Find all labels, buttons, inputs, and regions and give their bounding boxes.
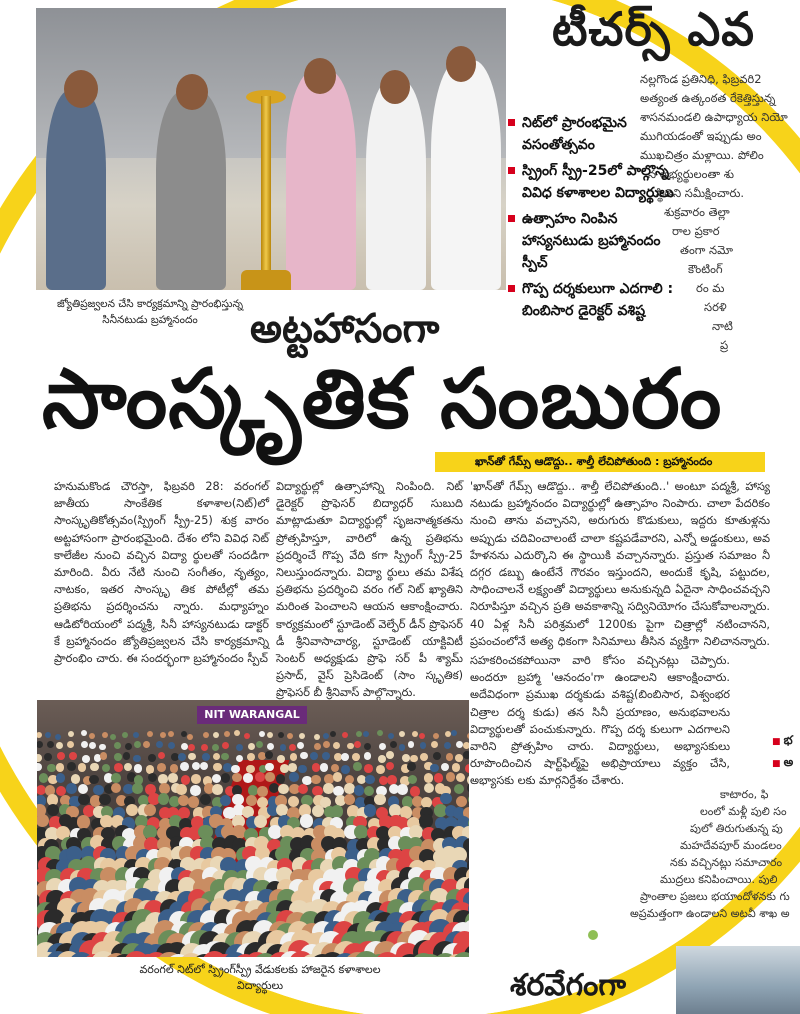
photo1-caption: జ్యోతిప్రజ్వలన చేసి కార్యక్రమాన్ని ప్రారంభిస్తున్న సినీనటుడు బ్రహ్మానందం <box>56 298 244 326</box>
highlight-bullets <box>508 112 688 326</box>
bullet-item: ఉత్సాహం నింపిన హాస్యనటుడు బ్రహ్మానందం స్పీచ్ <box>508 208 688 274</box>
lamp-lighting-photo <box>36 8 506 290</box>
right-story-line: న అభ్యర్థులంతా శు <box>648 167 735 181</box>
quote-bar: ఖాన్‌తో గేమ్స్ ఆడొద్దు.. శాల్తీ లేచిపోతుంది : బ్రహ్మానందం <box>435 452 765 472</box>
main-headline: సాంస్కృతిక సంబురం <box>42 352 723 447</box>
bottom-story-headline: శరవేగంగా <box>510 968 626 1003</box>
decorative-dot <box>588 930 598 940</box>
right-story-line: నాటి <box>712 319 733 333</box>
right-story-line: ముగియడంతో ఇప్పుడు అం <box>640 129 762 143</box>
right-story-headline: టీచర్స్ ఎవ <box>552 2 755 56</box>
bottom-right-line: పులో తిరుగుతున్న పు <box>690 822 783 835</box>
right-story-line: ముఖచిత్రం మళ్లాయి. పోలిం <box>640 148 764 162</box>
crowd-photo <box>37 700 469 957</box>
bullet-item: గొప్ప దర్శకులుగా ఎదగాలి : బింబిసార డైరెక్టర్ వశిష్ట <box>508 278 688 322</box>
bottom-right-line: మహదేవపూర్ మండలం <box>680 839 782 852</box>
bullet-item: స్ప్రింగ్ స్ప్రీ-25లో పాల్గొన్న వివిధ కళాశాలల విద్యార్థులు <box>508 160 688 204</box>
bullet-item: నిట్‌లో ప్రారంభమైన వసంతోత్సవం <box>508 112 688 156</box>
bottom-story-photo <box>676 946 800 1014</box>
bottom-right-line: ప్రాంతాల ప్రజలు భయాందోళనకు గు <box>640 890 790 903</box>
bottom-right-line: ముద్రలు కనిపించాయి. పులి <box>660 873 778 886</box>
bottom-right-bullets: ■ భ ■ అ <box>772 730 793 774</box>
right-story-line: తంగా నమో <box>680 243 733 257</box>
photo2-caption: వరంగల్ నిట్‌లో స్ప్రింగ్‌స్ప్రీ వేడుకలకు హాజరైన కళాశాలల విద్యార్థులు <box>139 963 381 992</box>
right-story-line: నల్లగొండ ప్రతినిధి, ఫిబ్రవరి2 <box>640 72 762 86</box>
bottom-right-story-text <box>630 786 800 922</box>
right-story-line: రాల ప్రకార <box>672 224 720 238</box>
bottom-right-line: నకు వచ్చినట్లు సమాచారం <box>670 856 783 869</box>
article-column-3: 'ఖాన్‌తో గేమ్స్ ఆడొద్దు.. శాల్తీ లేచిపోతుంది..' అంటూ పద్మశ్రీ, హాస్య నటుడు బ్రహ్మానందం విద్యార్థుల్లో ఉత్సాహం నింపారు. చాలా పేదరికం నుంచి తాను వచ్చానని, అరుగురు కొడుకులు, ఇద్దరు కూతుళ్లను అప్పుడు చదివించాలంటే చాలా కష్టపడేవారని, ఎన్నో అడ్డంకులు, అవ హేళనను ఎదుర్కొని ఈ స్థాయికి వచ్చానన్నారు. ప్రస్తుత సమాజం నీ దగ్గర డబ్బు ఉంటేనే గౌరవం ఇస్తుందని, అందుకే కృషి, పట్టుదల, సాధించాలనే లక్ష్యంతో విద్యార్థులు అనుకున్నది ఏదైనా సాధించవచ్చని నిరూపిస్తూ వచ్చిన ప్రతి అవకాశాన్ని సద్వినియోగం చేసుకోవాలన్నారు. 40 ఏళ్ల సినీ పరిశ్రమలో 1200కు పైగా చిత్రాల్లో నటించానని, ప్రపంచంలోనే అత్య ధికంగా సినిమాలు తీసిన వ్యక్తిగా నిలిచానన్నారు. <box>470 480 770 648</box>
article-column-2: విద్యార్థుల్లో ఉత్సాహాన్ని నింపింది. నిట్ డైరెక్టర్ ప్రొఫెసర్ బిద్యాధర్ సుబుది మాట్లాడుతూ విద్యార్థుల్లో సృజనాత్మకతను ప్రోత్సహిస్తూ, వారిలో ఉన్న ప్రతిభను ప్రదర్శించే గొప్ప వేది కగా స్ప్రింగ్ స్ప్రీ-25 నిలుస్తుందన్నారు. విద్యా ర్థులు తమ విశేష ప్రతిభను ప్రదర్శించి వరం గల్ నిట్ ఖ్యాతిని మరింత పెంచాలని ఆయన ఆకాంక్షించారు. కార్యక్రమంలో స్టూడెంట్ వెల్ఫేర్ డీన్ ప్రొఫెసర్ డీ శ్రీనివాసాచార్య, స్టూడెంట్ యాక్టివిటీ సెంటర్ అధ్యక్షుడు ప్రొఫె సర్ పీ శ్యామ్ ప్రసాద్, వైస్ ప్రెసిడెంట్ (సాం స్కృతిక) ప్రొఫెసర్ బీ శ్రీనివాస్ పాల్గొన్నారు. <box>276 480 463 700</box>
right-story-line: శాసనమండలి ఉపాధ్యాయ నియో <box>640 110 788 124</box>
article-column-3-continued: సహకరించకపోయినా వారి కోసం వచ్చినట్లు చెప్పారు. అందరూ బ్రహ్మా 'ఆనందం'గా ఉండాలని ఆకాంక్షించారు. అదేవిధంగా ప్రముఖ దర్శకుడు వశిష్ట(బింబిసార, విశ్వంభర చిత్రాల దర్శ కుడు) తన సినీ ప్రయాణం, అనుభవాలను విద్యార్థులతో పంచుకున్నారు. గొప్ప దర్శ కులుగా ఎదగాలని వారిని ప్రోత్సహిం చారు. విద్యార్థులు, అభ్యాసకులు రూపొందించిన షార్ట్‌ఫిల్మ్‌పై అభిప్రాయాలు వ్యక్తం చేసి, అభ్యాసకు లకు మార్గనిర్దేశం చేశారు. <box>470 654 730 788</box>
right-story-line: సరళి <box>704 300 727 314</box>
nit-warangal-banner: NIT WARANGAL <box>197 706 307 724</box>
bottom-right-line: అప్రమత్తంగా ఉండాలని అటవీ శాఖ అ <box>630 907 790 920</box>
bottom-right-line: లంలో మళ్లీ పులి సం <box>700 805 787 818</box>
right-story-line: ప్ర <box>720 338 729 352</box>
right-story-line: కౌంటింగ్ <box>688 262 723 276</box>
right-story-line: శుక్రవారం తెల్లా <box>664 205 730 219</box>
article-column-1: హనుమకొండ చౌరస్తా, ఫిబ్రవరి 28: వరంగల్ జాతీయ సాంకేతిక కళాశాల(నిట్)లో సాంస్కృతికోత్సవం(స్ప్రింగ్ స్ప్రీ-25) శుక్ర వారం అట్టహాసంగా ప్రారంభమైంది. దేశం లోని వివిధ నిట్ కాలేజీల నుంచి వచ్చిన విద్యా ర్థులతో సందడిగా మారింది. వీరు నేటి నుంచి సంగీతం, నృత్యం, నాటకం, ఇతర సాంస్కృ తిక పోటీల్లో తమ ప్రతిభను ప్రదర్శించను న్నారు. మధ్యాహ్నం ఆడిటోరియంలో పద్మశ్రీ, సినీ హాస్యనటుడు డాక్టర్ కే బ్రహ్మానందం జ్యోతిప్రజ్వలన చేసి కార్యక్రమాన్ని ప్రారంభిం చారు. ఈ సందర్భంగా బ్రహ్మానందం స్పీచ్ <box>54 480 269 666</box>
bottom-right-line: కాటారం, ఫి <box>720 788 769 801</box>
right-story-line: రం మ <box>696 281 725 295</box>
right-story-line: స్థితిని సమీక్షించారు. <box>656 186 745 200</box>
kicker-headline: అట్టహాసంగా <box>250 306 440 352</box>
right-story-line: అత్యంత ఉత్కంఠత రేకెత్తిస్తున్న <box>640 91 776 105</box>
